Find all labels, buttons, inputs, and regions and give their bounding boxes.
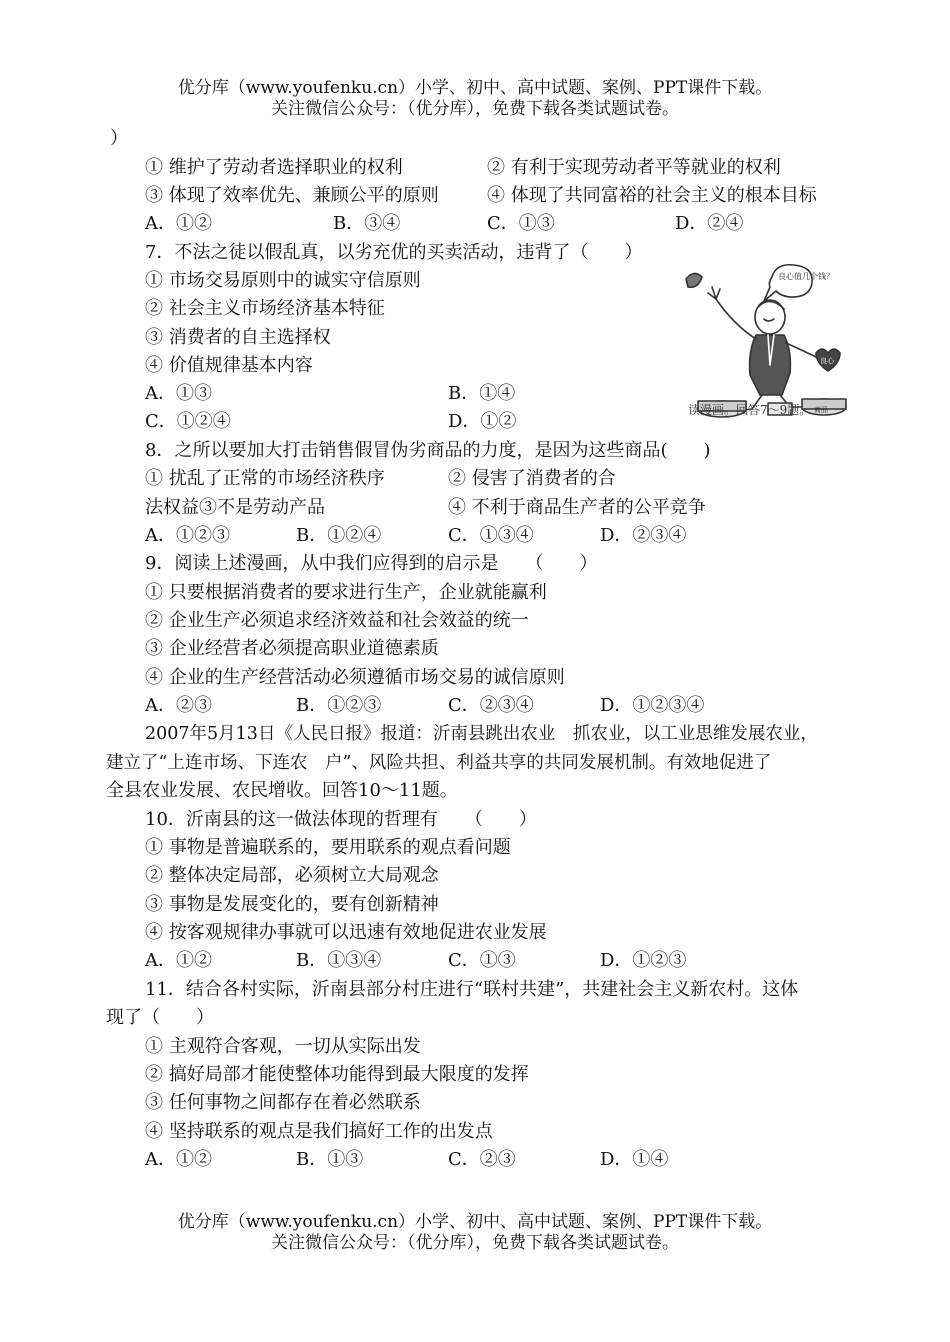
q7-choice-c: C．①②④: [145, 411, 231, 432]
cartoon-illustration: [664, 255, 874, 427]
q9-option-2: ② 企业生产必须追求经济效益和社会效益的统一: [145, 610, 529, 631]
q7-option-2: ② 社会主义市场经济基本特征: [145, 298, 385, 319]
q6-choice-a: A．①②: [145, 213, 212, 234]
q7-option-4: ④ 价值规律基本内容: [145, 355, 313, 376]
q10-option-3: ③ 事物是发展变化的，要有创新精神: [145, 894, 439, 915]
q9-option-4: ④ 企业的生产经营活动必须遵循市场交易的诚信原则: [145, 667, 565, 688]
q9-option-1: ① 只要根据消费者的要求进行生产，企业就能赢利: [145, 582, 547, 603]
q8-stem: 8．之所以要加大打击销售假冒伪劣商品的力度，是因为这些商品( ): [145, 440, 711, 461]
q6-closing-paren: ）: [110, 128, 128, 149]
passage-line-2: 建立了“上连市场、下连农 户”、风险共担、利益共享的共同发展机制。有效地促进了: [106, 753, 772, 773]
heart-label: 良心: [820, 357, 834, 365]
q11-option-2: ② 搞好局部才能使整体功能得到最大限度的发挥: [145, 1064, 529, 1085]
q6-option-3: ③ 体现了效率优先、兼顾公平的原则: [145, 185, 439, 206]
passage-line-1: 2007年5月13日《人民日报》报道：沂南县跳出农业 抓农业，以工业思维发展农业，: [145, 724, 818, 744]
q11-option-4: ④ 坚持联系的观点是我们搞好工作的出发点: [145, 1121, 493, 1142]
q11-stem-line-2: 现了（ ）: [106, 1007, 214, 1028]
goods-label: 商品: [814, 406, 828, 414]
q8-choice-d: D．②③④: [600, 525, 687, 546]
q11-choice-a: A．①②: [145, 1149, 212, 1170]
q6-choice-b: B．③④: [333, 213, 401, 234]
q10-stem: 10．沂南县的这一做法体现的哲理有 （ ）: [145, 809, 537, 830]
q11-option-3: ③ 任何事物之间都存在着必然联系: [145, 1092, 421, 1113]
left-arm: [716, 299, 756, 339]
q6-choice-d: D．②④: [675, 213, 744, 234]
page-header-line1: 优分库（www.youfenku.cn）小学、初中、高中试题、案例、PPT课件下载。: [177, 78, 773, 98]
q8-option-4: ④ 不利于商品生产者的公平竞争: [448, 497, 706, 518]
q10-option-1: ① 事物是普遍联系的，要用联系的观点看问题: [145, 837, 511, 858]
q11-option-1: ① 主观符合客观，一切从实际出发: [145, 1036, 421, 1057]
q9-choice-b: B．①②③: [296, 695, 382, 716]
q9-choice-d: D．①②③④: [600, 695, 705, 716]
q6-option-4: ④ 体现了共同富裕的社会主义的根本目标: [487, 185, 817, 206]
page-header-line2: 关注微信公众号：（优分库），免费下载各类试题试卷。: [271, 99, 679, 119]
q9-choice-a: A．②③: [145, 695, 212, 716]
passage-line-3: 全县农业发展、农民增收。回答10～11题。: [106, 780, 458, 801]
q7-choice-b: B．①④: [448, 383, 516, 404]
q10-choice-b: B．①③④: [296, 950, 382, 971]
q10-choice-a: A．①②: [145, 950, 212, 971]
q8-option-2-cont: 法权益③不是劳动产品: [145, 497, 325, 518]
q8-choice-c: C．①③④: [448, 525, 534, 546]
q7-stem: 7．不法之徒以假乱真，以劣充优的买卖活动，违背了（ ）: [145, 242, 643, 263]
q10-choice-c: C．①③: [448, 950, 516, 971]
q8-option-2: ② 侵害了消费者的合: [448, 468, 616, 489]
page-footer-line1: 优分库（www.youfenku.cn）小学、初中、高中试题、案例、PPT课件下载。: [177, 1212, 773, 1232]
q9-choice-c: C．②③④: [448, 695, 534, 716]
q10-option-4: ④ 按客观规律办事就可以迅速有效地促进农业发展: [145, 922, 547, 943]
q11-choice-b: B．①③: [296, 1149, 364, 1170]
bubble-text: 良心值几个钱？: [778, 272, 834, 281]
q10-choice-d: D．①②③: [600, 950, 687, 971]
q7-option-3: ③ 消费者的自主选择权: [145, 327, 331, 348]
speech-bubble-shape: [764, 265, 812, 301]
q9-option-3: ③ 企业经营者必须提高职业道德素质: [145, 638, 439, 659]
q7-choice-d: D．①②: [448, 411, 517, 432]
q6-option-1: ① 维护了劳动者选择职业的权利: [145, 157, 403, 178]
q7-option-1: ① 市场交易原则中的诚实守信原则: [145, 270, 421, 291]
right-arm: [786, 343, 820, 359]
q6-option-2: ② 有利于实现劳动者平等就业的权利: [487, 157, 781, 178]
q11-choice-c: C．②③: [448, 1149, 516, 1170]
cartoon-caption: 读漫画。回答7～9题。: [688, 403, 812, 417]
q7-choice-a: A．①③: [145, 383, 212, 404]
q10-option-2: ② 整体决定局部，必须树立大局观念: [145, 865, 439, 886]
page-footer-line2: 关注微信公众号：（优分库），免费下载各类试题试卷。: [271, 1233, 679, 1253]
q6-choice-c: C．①③: [487, 213, 555, 234]
q8-choice-a: A．①②③: [145, 525, 230, 546]
q8-option-1: ① 扰乱了正常的市场经济秩序: [145, 468, 385, 489]
q9-stem: 9．阅读上述漫画，从中我们应得到的启示是 （ ）: [145, 553, 598, 574]
q11-choice-d: D．①④: [600, 1149, 669, 1170]
q8-choice-b: B．①②④: [296, 525, 382, 546]
q11-stem-line-1: 11．结合各村实际，沂南县部分村庄进行“联村共建”，共建社会主义新农村。这体: [145, 979, 799, 1000]
